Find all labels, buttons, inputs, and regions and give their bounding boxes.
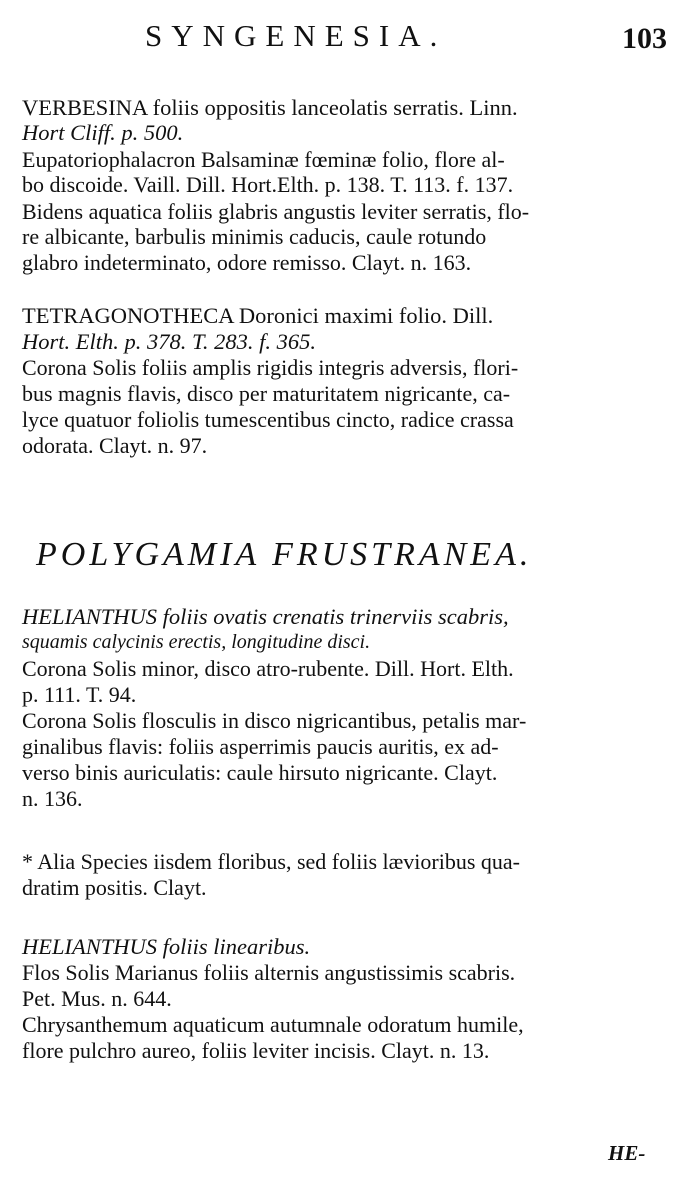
entry-line: p. 111. T. 94.: [22, 682, 137, 707]
entry-line: dratim positis. Clayt.: [22, 875, 207, 900]
entry-line: Chrysanthemum aquaticum autumnale odoratum humile,: [22, 1012, 524, 1037]
entry-line: re albicante, barbulis minimis caducis, caule rotundo: [22, 224, 487, 249]
entry-line: HELIANTHUS foliis ovatis crenatis trinerviis scabris,: [22, 604, 509, 629]
entry-line: * Alia Species iisdem floribus, sed foliis lævioribus qua-: [22, 849, 521, 874]
entry-line: glabro indeterminato, odore remisso. Clayt. n. 163.: [22, 250, 472, 275]
entry-line: ginalibus flavis: foliis asperrimis paucis auritis, ex ad-: [22, 734, 499, 759]
entry-line: n. 136.: [22, 786, 83, 811]
entry-line: squamis calycinis erectis, longitudine disci.: [22, 631, 371, 653]
entry-line: lyce quatuor foliolis tumescentibus cincto, radice crassa: [22, 407, 514, 432]
entry-line: bo discoide. Vaill. Dill. Hort.Elth. p. 138. T. 113. f. 137.: [22, 172, 514, 197]
entry-line: VERBESINA foliis oppositis lanceolatis serratis. Linn.: [22, 95, 518, 120]
entry-line: flore pulchro aureo, foliis leviter incisis. Clayt. n. 13.: [22, 1038, 490, 1063]
entry-line: Eupatoriophalacron Balsaminæ fœminæ folio, flore al-: [22, 147, 505, 172]
entry-line: Bidens aquatica foliis glabris angustis leviter serratis, flo-: [22, 199, 530, 224]
entry-line: Corona Solis minor, disco atro-rubente. Dill. Hort. Elth.: [22, 656, 514, 681]
entry-line: bus magnis flavis, disco per maturitatem nigricante, ca-: [22, 381, 511, 406]
entry-line: Corona Solis foliis amplis rigidis integris adversis, flori-: [22, 355, 519, 380]
entry-line: odorata. Clayt. n. 97.: [22, 433, 208, 458]
entry-line: Hort Cliff. p. 500.: [22, 120, 184, 145]
entry-line: verso binis auriculatis: caule hirsuto nigricante. Clayt.: [22, 760, 498, 785]
entry-line: Pet. Mus. n. 644.: [22, 986, 172, 1011]
section-heading: POLYGAMIA FRUSTRANEA.: [36, 536, 533, 573]
entry-line: HELIANTHUS foliis linearibus.: [22, 934, 311, 959]
entry-line: Flos Solis Marianus foliis alternis angustissimis scabris.: [22, 960, 516, 985]
entry-line: Corona Solis flosculis in disco nigricantibus, petalis mar-: [22, 708, 527, 733]
catchword: HE-: [608, 1141, 646, 1165]
running-head: SYNGENESIA.: [145, 18, 447, 53]
entry-line: TETRAGONOTHECA Doronici maximi folio. Dill.: [22, 303, 494, 328]
page-number: 103: [622, 22, 667, 55]
entry-line: Hort. Elth. p. 378. T. 283. f. 365.: [22, 329, 316, 354]
